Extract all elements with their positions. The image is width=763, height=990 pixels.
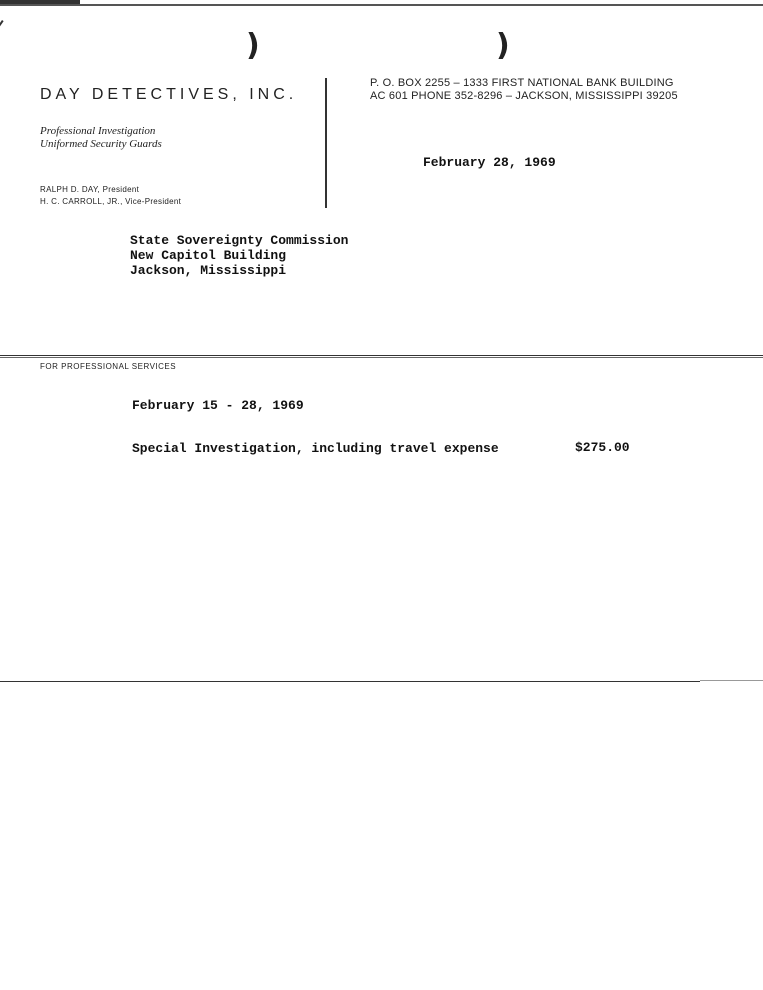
- section-rule: [0, 355, 763, 358]
- punch-hole-mark-right: ): [496, 28, 510, 63]
- services-label: FOR PROFESSIONAL SERVICES: [40, 362, 177, 371]
- line-item-amount: $275.00: [575, 440, 630, 455]
- letterhead-divider: [325, 78, 327, 208]
- top-rule: [0, 4, 763, 6]
- line-item-description: Special Investigation, including travel expense: [132, 441, 499, 456]
- company-name: DAY DETECTIVES, INC.: [40, 86, 298, 103]
- recipient-block: [130, 233, 348, 278]
- service-period: February 15 - 28, 1969: [132, 398, 304, 413]
- officer-vice-president: H. C. CARROLL, JR., Vice-President: [40, 197, 182, 206]
- tagline-security: Uniformed Security Guards: [40, 138, 162, 150]
- invoice-date: February 28, 1969: [423, 155, 556, 170]
- punch-hole-mark-left: ): [246, 28, 260, 63]
- recipient-line-3: Jackson, Mississippi: [130, 263, 287, 278]
- recipient-line-2: New Capitol Building: [130, 248, 287, 263]
- tagline-investigation: Professional Investigation: [40, 125, 156, 137]
- pen-mark: [0, 20, 4, 111]
- address-line-1: P. O. BOX 2255 – 1333 FIRST NATIONAL BANK BUILDING: [370, 77, 674, 89]
- address-line-2: AC 601 PHONE 352-8296 – JACKSON, MISSISSIPPI 39205: [370, 90, 678, 102]
- company-address: [370, 77, 678, 103]
- recipient-line-1: State Sovereignty Commission: [130, 233, 349, 248]
- officer-president: RALPH D. DAY, President: [40, 185, 140, 194]
- bottom-rule: [0, 681, 700, 682]
- bottom-rule-tail: [700, 680, 763, 681]
